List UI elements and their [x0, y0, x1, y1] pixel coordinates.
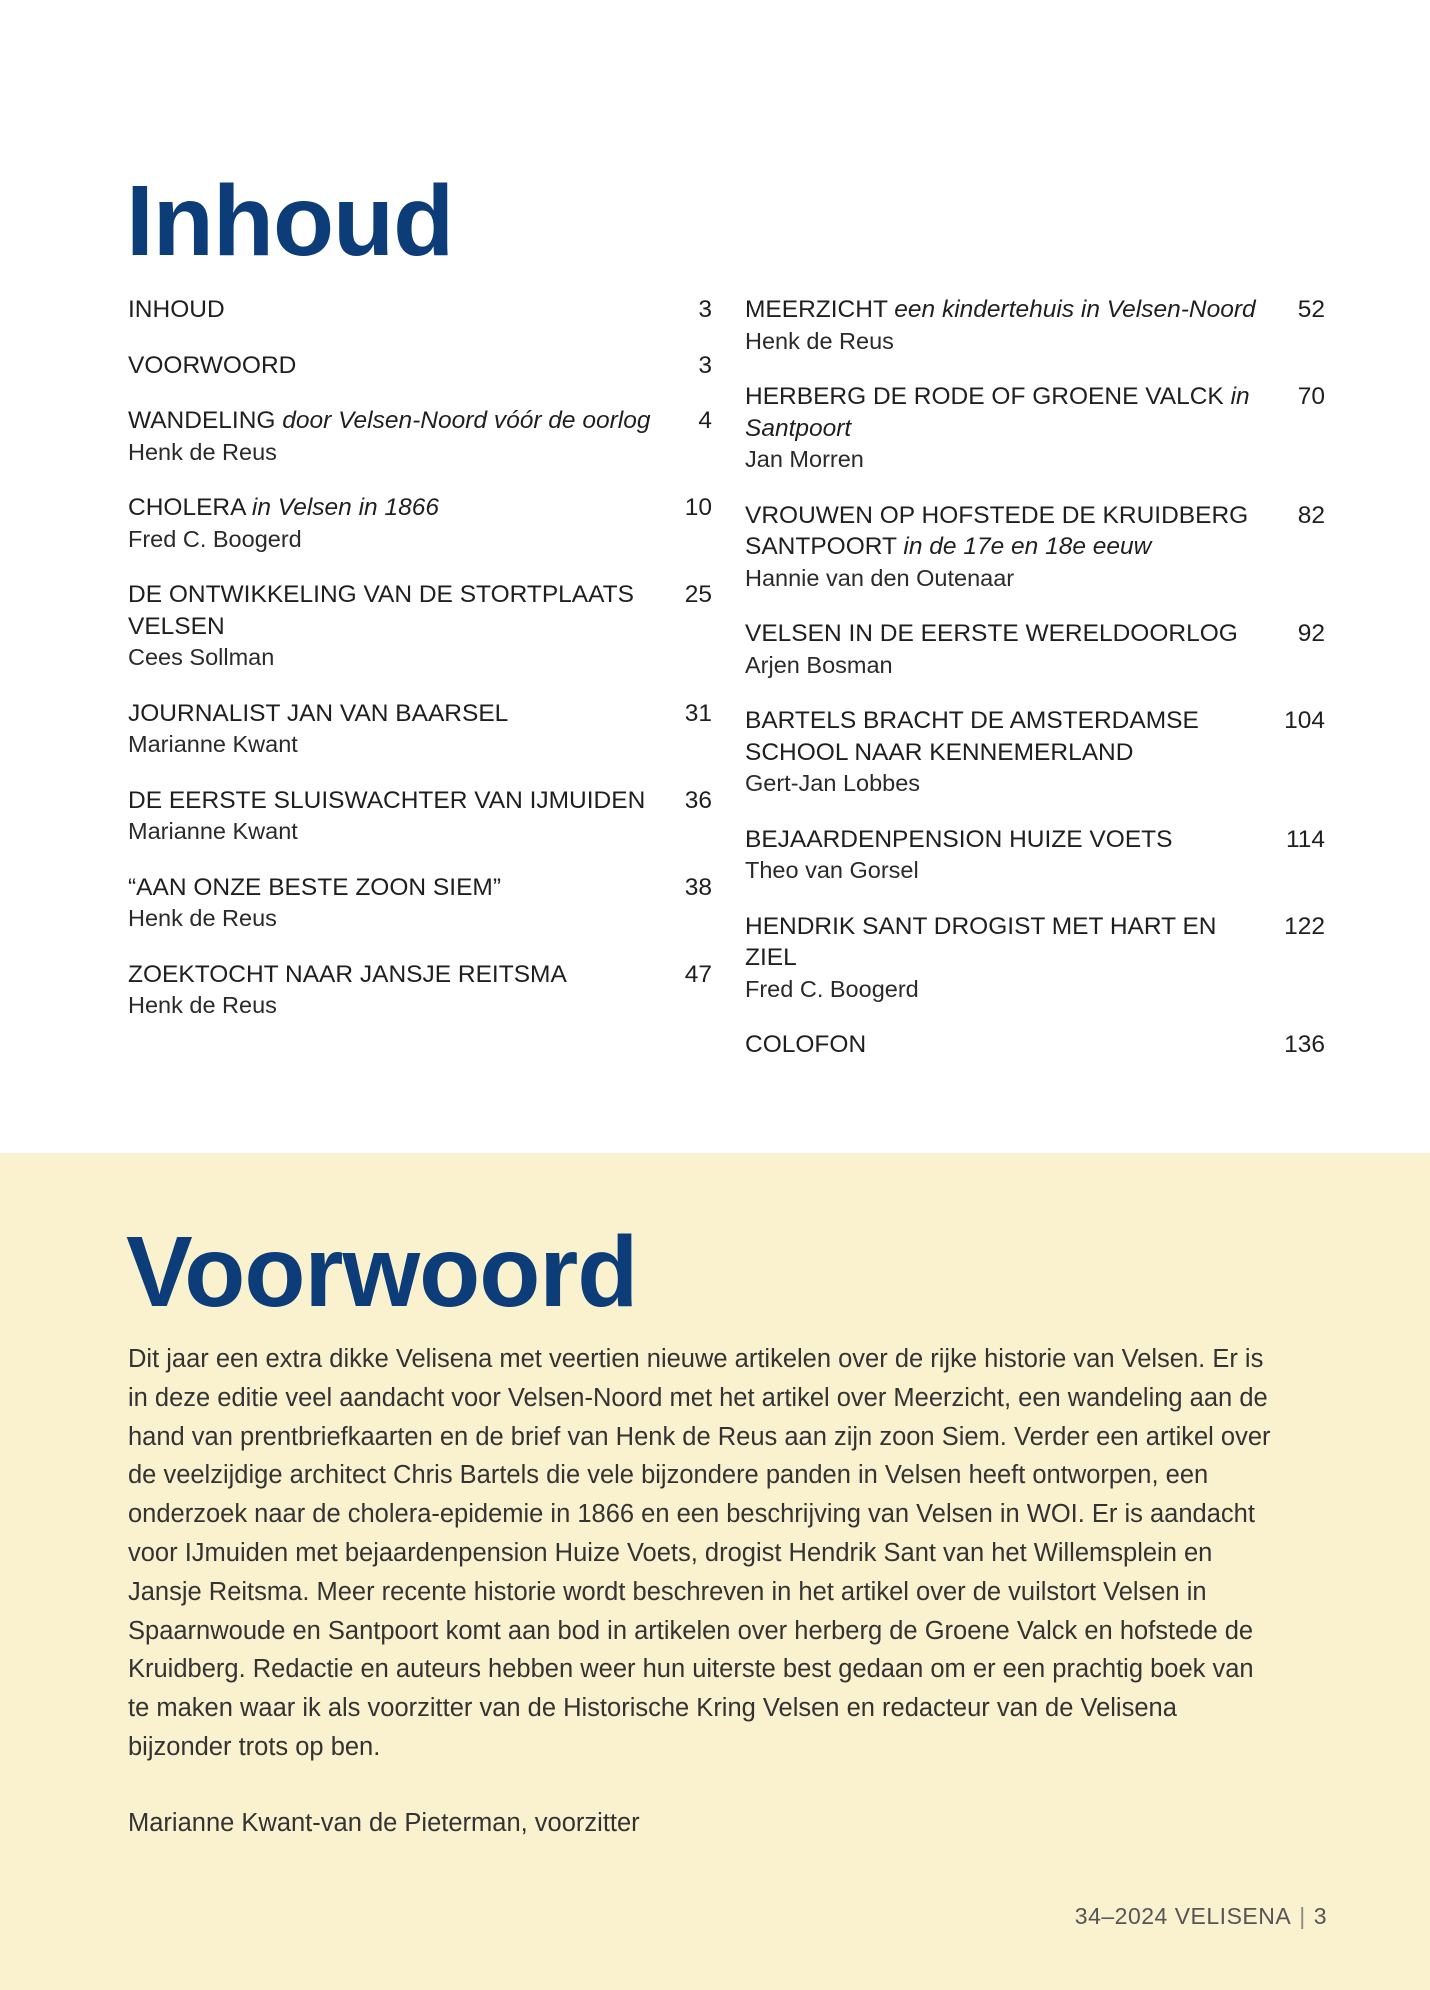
toc-entry-subtitle: in Santpoort	[745, 383, 1250, 442]
toc-entry	[128, 785, 712, 848]
toc-entry-heading	[128, 785, 652, 817]
toc-entry-title: HENDRIK SANT DROGIST MET HART EN ZIEL	[745, 912, 1217, 971]
page-footer	[1075, 1903, 1327, 1930]
toc-entry-title: MEERZICHT	[745, 296, 888, 323]
toc-entry-page: 114	[1285, 825, 1325, 853]
toc-entry-author: Henk de Reus	[128, 438, 277, 465]
toc-entry	[128, 959, 712, 1022]
toc-entry-title: DE EERSTE SLUISWACHTER VAN IJMUIDEN	[128, 786, 646, 814]
toc-entry-author: Arjen Bosman	[745, 651, 893, 678]
footer-separator: |	[1299, 1903, 1306, 1929]
toc-entry-page: 92	[1297, 620, 1325, 647]
toc-title: Inhoud	[126, 165, 454, 277]
toc-entry-title: DE ONTWIKKELING VAN DE STORTPLAATS VELSEN	[128, 581, 634, 640]
toc-entry-author: Henk de Reus	[745, 327, 894, 354]
toc-entry-title: VELSEN IN DE EERSTE WERELDOORLOG	[745, 620, 1238, 647]
toc-entry-heading	[745, 1029, 1265, 1061]
foreword-signature: Marianne Kwant-van de Pieterman, voorzitter	[128, 1809, 640, 1837]
toc-entry-author: Theo van Gorsel	[745, 857, 919, 883]
toc-entry-title: COLOFON	[745, 1031, 867, 1058]
toc-entry-title: JOURNALIST JAN VAN BAARSEL	[128, 699, 509, 727]
toc-entry-page: 10	[684, 494, 712, 521]
toc-entry	[128, 492, 712, 555]
toc-entry-heading	[128, 579, 652, 642]
toc-entry-title: CHOLERA	[128, 494, 246, 521]
toc-entry	[745, 500, 1325, 595]
toc-entry-heading	[128, 294, 652, 326]
toc-entry	[128, 579, 712, 674]
toc-entry	[128, 294, 712, 326]
toc-entry-page: 38	[684, 873, 712, 901]
toc-entry	[128, 872, 712, 935]
toc-entry-title: BARTELS BRACHT DE AMSTERDAMSE SCHOOL NAAR KENNEMERLAND	[745, 707, 1199, 766]
toc-entry-author: Gert-Jan Lobbes	[745, 770, 921, 796]
toc-entry-page: 70	[1297, 383, 1325, 410]
toc-entry-author: Marianne Kwant	[128, 731, 298, 757]
toc-entry-author: Henk de Reus	[128, 992, 277, 1018]
toc-entry-page: 25	[684, 581, 712, 608]
toc-entry-page: 36	[684, 786, 712, 814]
toc-entry-page: 136	[1284, 1031, 1325, 1058]
toc-entry-author: Fred C. Boogerd	[745, 975, 919, 1002]
toc-entry	[745, 381, 1325, 476]
toc-entry-author: Cees Sollman	[128, 644, 275, 670]
toc-entry-page: 82	[1297, 501, 1325, 529]
toc-entry-subtitle: in de 17e en 18e eeuw	[903, 533, 1152, 560]
toc-entry-heading	[745, 911, 1265, 974]
toc-entry-heading	[128, 350, 652, 382]
toc-entry	[745, 824, 1325, 887]
toc-entry-author: Fred C. Boogerd	[128, 525, 302, 552]
toc-entry-heading	[128, 872, 652, 904]
toc-entry	[745, 294, 1325, 357]
toc-entry-page: 104	[1284, 707, 1325, 734]
toc-entry-title: HERBERG DE RODE OF GROENE VALCK	[745, 383, 1224, 410]
toc-entry-page: 122	[1284, 912, 1325, 940]
toc-entry	[128, 350, 712, 382]
toc-entry-heading	[745, 824, 1265, 856]
toc-entry	[745, 911, 1325, 1006]
toc-entry-title: ZOEKTOCHT NAAR JANSJE REITSMA	[128, 960, 567, 988]
foreword-title: Voorwoord	[126, 1216, 638, 1328]
toc-right-column	[745, 294, 1325, 1085]
toc-entry-subtitle: door Velsen-Noord vóór de oorlog	[282, 407, 651, 434]
toc-entry-subtitle: een kindertehuis in Velsen-Noord	[894, 296, 1256, 323]
toc-entry-author: Henk de Reus	[128, 905, 277, 931]
toc-entry-heading	[128, 492, 652, 524]
toc-entry	[745, 1029, 1325, 1061]
toc-entry-page: 52	[1297, 296, 1325, 323]
toc-entry-page: 47	[684, 960, 712, 988]
toc-entry-title: INHOUD	[128, 296, 225, 323]
toc-entry-title: VOORWOORD	[128, 351, 297, 379]
toc-entry-heading	[745, 381, 1265, 444]
foreword-body: Dit jaar een extra dikke Velisena met veertien nieuwe artikelen over de rijke historie van Velsen. Er is in deze editie veel aandacht voor Velsen-Noord met het artikel over Meerzicht, een wandeling aan de hand van prentbriefkaarten en de brief van Henk de Reus aan zijn zoon Siem. Verder een artikel over de veelzijdige architect Chris Bartels die vele bijzondere panden in Velsen heeft ontworpen, een onderzoek naar de cholera-epidemie in 1866 en een beschrijving van Velsen in WOI. Er is aandacht voor IJmuiden met bejaardenpension Huize Voets, drogist Hendrik Sant van het Willemsplein en Jansje Reitsma. Meer recente historie wordt beschreven in het artikel over de vuilstort Velsen in Spaarnwoude en Santpoort komt aan bod in artikelen over herberg de Groene Valck en hofstede de Kruidberg. Redactie en auteurs hebben weer hun uiterste best gedaan om er een prachtig boek van te maken waar ik als voorzitter van de Historische Kring Velsen en redacteur van de Velisena bijzonder trots op ben.	[128, 1345, 1271, 1761]
toc-left-column	[128, 294, 712, 1046]
toc-entry-heading	[745, 294, 1265, 326]
toc-entry-title: WANDELING	[128, 407, 276, 434]
toc-entry	[128, 405, 712, 468]
toc-entry-heading	[745, 705, 1265, 768]
toc-entry-heading	[745, 500, 1265, 563]
toc-entry	[745, 618, 1325, 681]
footer-issue: 34–2024 VELISENA	[1074, 1903, 1292, 1929]
toc-entry-author: Jan Morren	[745, 446, 864, 472]
toc-entry-subtitle: in Velsen in 1866	[251, 494, 439, 521]
toc-entry-heading	[128, 959, 652, 991]
toc-entry-title: BEJAARDENPENSION HUIZE VOETS	[745, 825, 1173, 853]
toc-entry-page: 3	[698, 296, 712, 323]
toc-entry-heading	[745, 618, 1265, 650]
footer-page-number: 3	[1313, 1903, 1327, 1929]
toc-entry	[745, 705, 1325, 800]
toc-entry-title: “AAN ONZE BESTE ZOON SIEM”	[128, 873, 501, 901]
toc-entry-author: Hannie van den Outenaar	[745, 564, 1015, 591]
toc-entry-page: 31	[684, 699, 712, 727]
toc-entry	[128, 698, 712, 761]
toc-entry-heading	[128, 405, 652, 437]
toc-entry-page: 3	[698, 351, 712, 379]
toc-entry-author: Marianne Kwant	[128, 818, 298, 844]
toc-entry-title: VROUWEN OP HOFSTEDE DE KRUIDBERG SANTPOORT	[745, 501, 1249, 560]
toc-entry-heading	[128, 698, 652, 730]
toc-entry-page: 4	[698, 407, 712, 434]
